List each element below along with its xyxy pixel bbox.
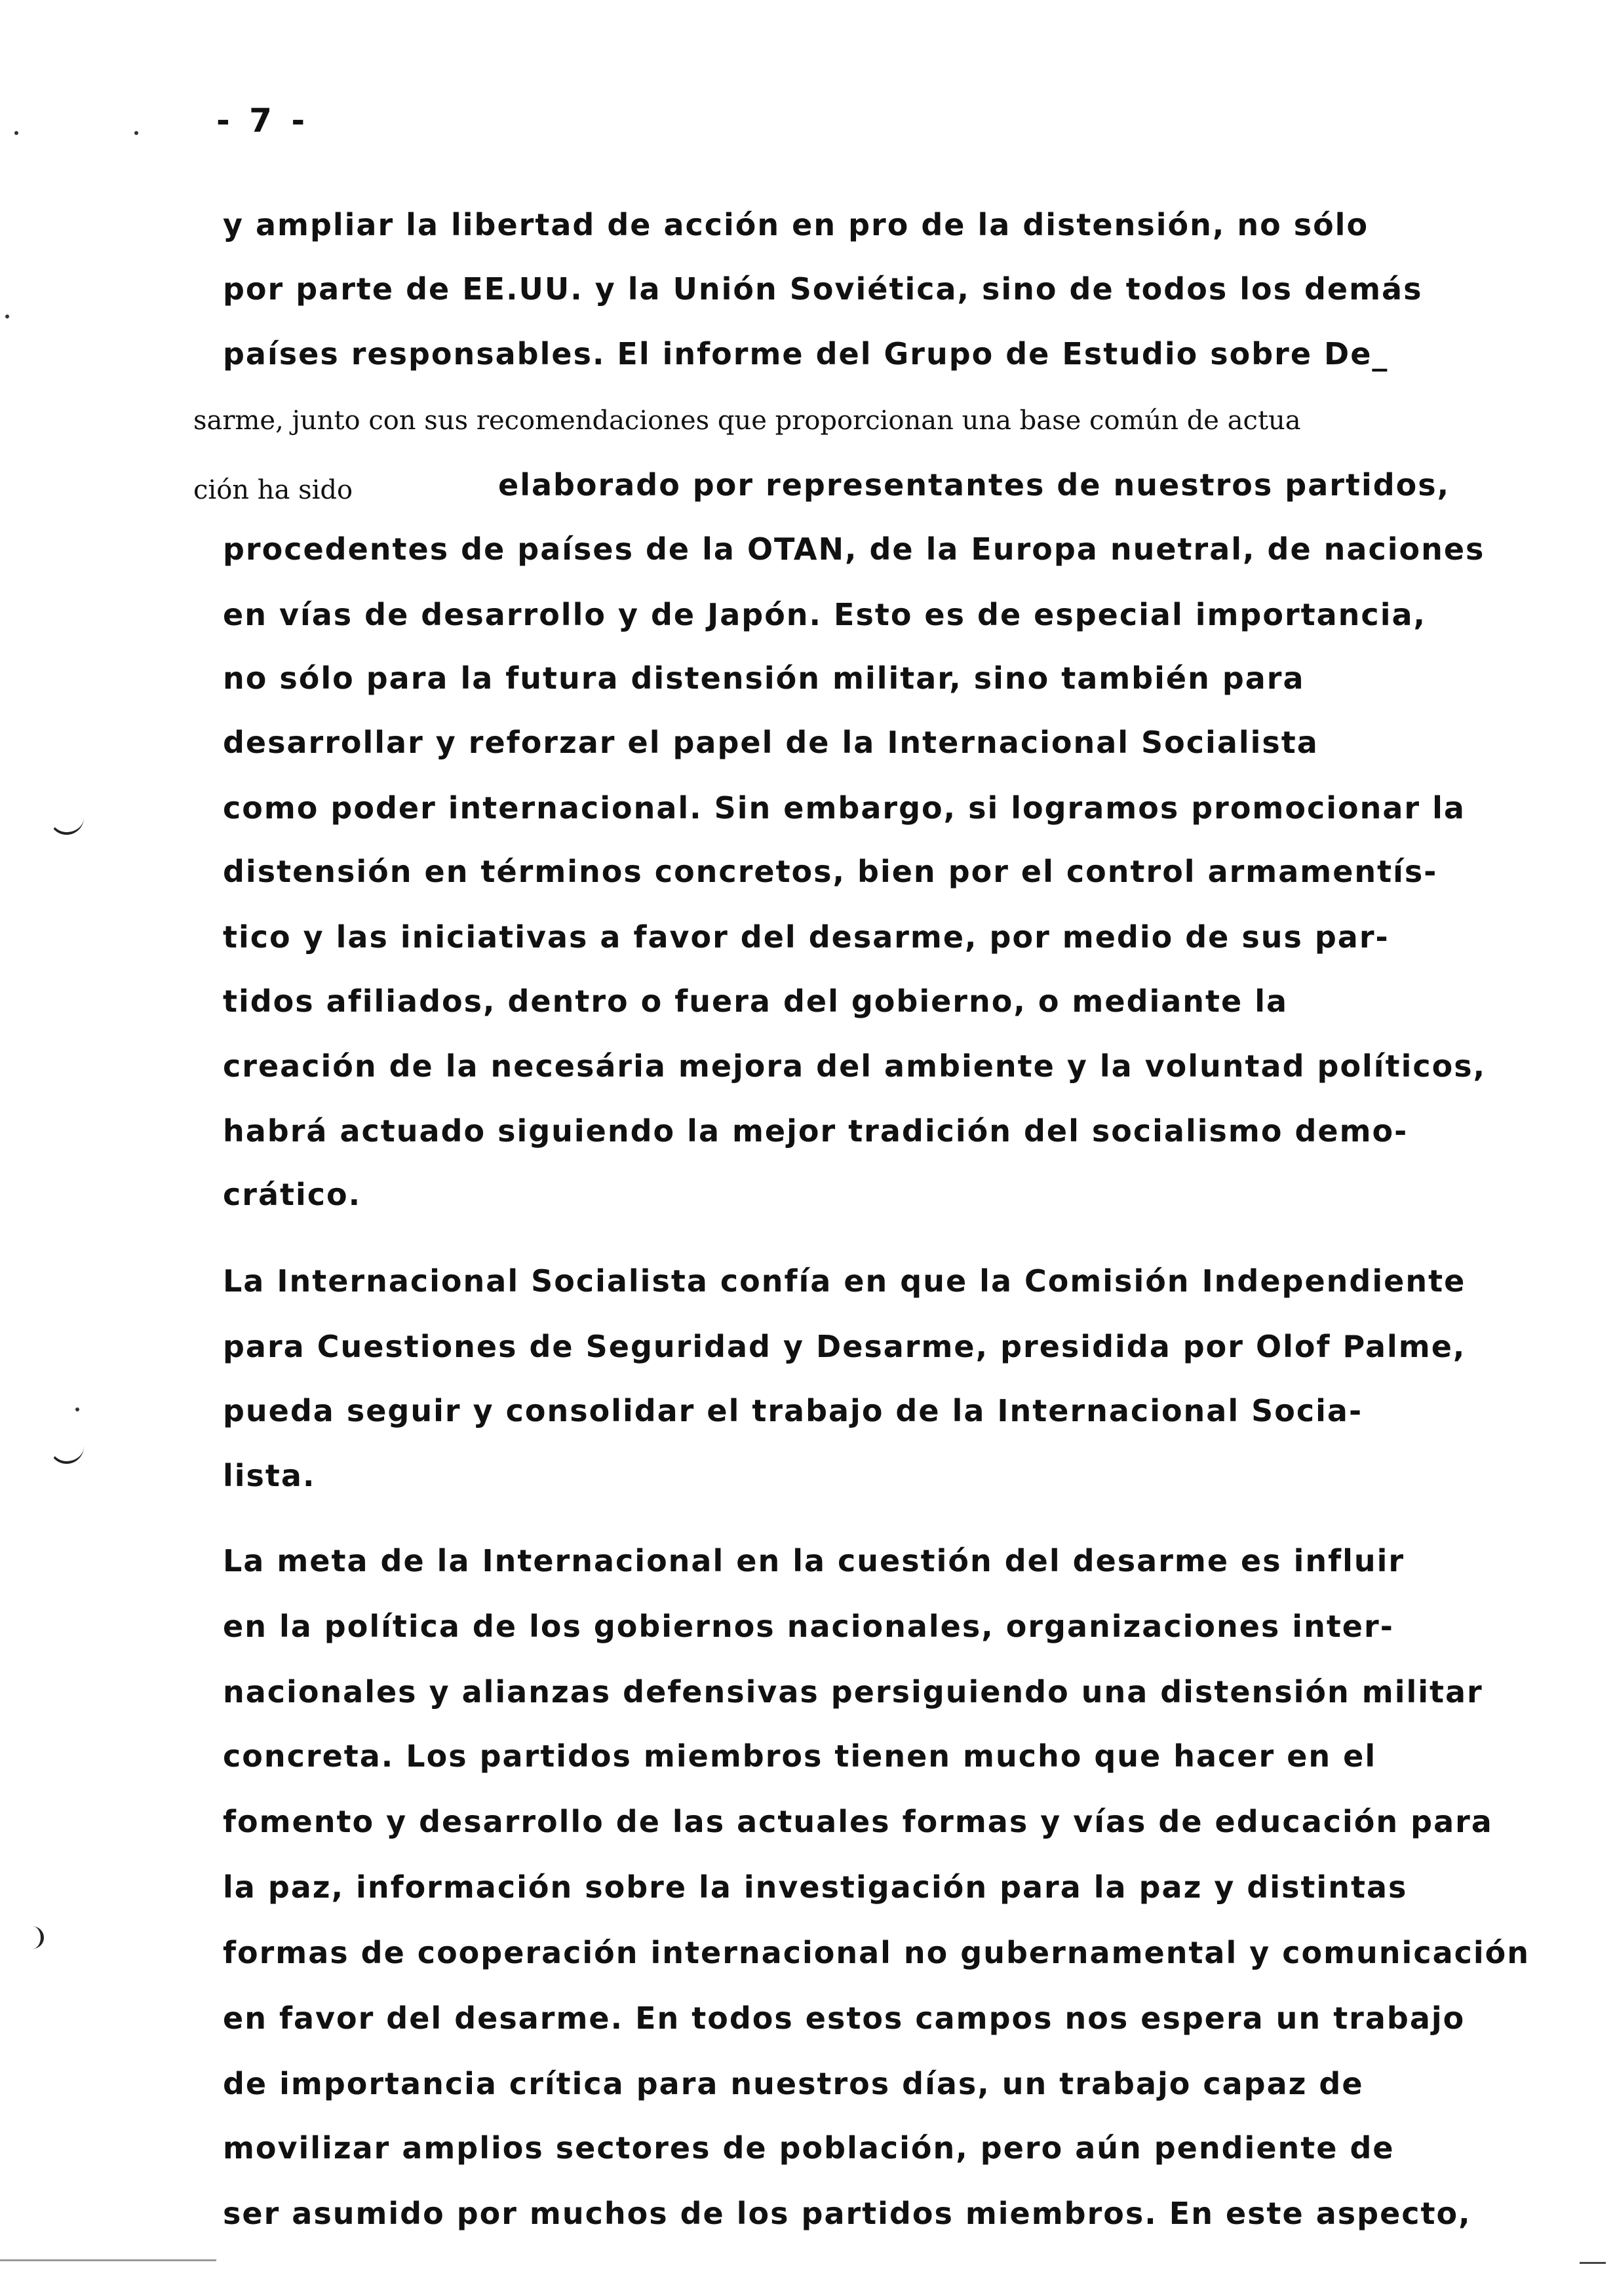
text-line: formas de cooperación internacional no gubernamental y comunicación	[223, 1935, 1530, 1970]
scan-edge-line	[1580, 2262, 1606, 2264]
text-line: fomento y desarrollo de las actuales formas y vías de educación para	[223, 1804, 1493, 1839]
text-line: como poder internacional. Sin embargo, si logramos promocionar la	[223, 790, 1466, 826]
text-line: tico y las iniciativas a favor del desarme, por medio de sus par-	[223, 919, 1390, 955]
text-line: procedentes de países de la OTAN, de la Europa nuetral, de naciones	[223, 531, 1485, 567]
punch-hole-mark	[26, 1926, 44, 1949]
text-line: crático.	[223, 1177, 362, 1212]
punch-hole-mark	[49, 813, 84, 835]
text-line: en vías de desarrollo y de Japón. Esto es de especial importancia,	[223, 597, 1426, 632]
text-line: pueda seguir y consolidar el trabajo de la Internacional Socia-	[223, 1393, 1363, 1428]
scan-mark-dot	[134, 131, 138, 135]
page-number: - 7 -	[216, 102, 309, 140]
text-line: habrá actuado siguiendo la mejor tradición del socialismo demo-	[223, 1113, 1409, 1149]
text-line: tidos afiliados, dentro o fuera del gobierno, o mediante la	[223, 984, 1289, 1019]
text-line: por parte de EE.UU. y la Unión Soviética, sino de todos los demás	[223, 271, 1423, 307]
scan-edge-line	[0, 2259, 216, 2261]
text-line: países responsables. El informe del Grupo de Estudio sobre De_	[223, 336, 1389, 372]
text-line: en favor del desarme. En todos estos campos nos espera un trabajo	[223, 2000, 1466, 2036]
text-line: movilizar amplios sectores de población, pero aún pendiente de	[223, 2130, 1395, 2166]
text-line: elaborado por representantes de nuestros partidos,	[498, 467, 1450, 503]
text-line: para Cuestiones de Seguridad y Desarme, presidida por Olof Palme,	[223, 1329, 1466, 1364]
text-line: y ampliar la libertad de acción en pro de la distensión, no sólo	[223, 207, 1369, 242]
text-line: La meta de la Internacional en la cuestión del desarme es influir	[223, 1543, 1405, 1578]
scan-mark-dot	[75, 1407, 79, 1411]
text-line: creación de la necesária mejora del ambiente y la voluntad políticos,	[223, 1048, 1487, 1084]
text-line-insert: ción ha sido	[193, 475, 353, 505]
text-line: lista.	[223, 1458, 316, 1493]
text-line: nacionales y alianzas defensivas persiguiendo una distensión militar	[223, 1674, 1483, 1710]
text-line: distensión en términos concretos, bien por el control armamentís-	[223, 854, 1438, 889]
text-line: ser asumido por muchos de los partidos miembros. En este aspecto,	[223, 2196, 1471, 2231]
scan-mark-dot	[5, 315, 9, 318]
text-line: desarrollar y reforzar el papel de la Internacional Socialista	[223, 725, 1319, 760]
text-line: concreta. Los partidos miembros tienen mucho que hacer en el	[223, 1738, 1377, 1774]
text-line: no sólo para la futura distensión militar, sino también para	[223, 660, 1305, 696]
text-line: La Internacional Socialista confía en que la Comisión Independiente	[223, 1263, 1466, 1299]
text-line: de importancia crítica para nuestros días, un trabajo capaz de	[223, 2066, 1364, 2101]
text-line-insert: sarme, junto con sus recomendaciones que proporcionan una base común de actua	[193, 406, 1301, 436]
text-line: en la política de los gobiernos nacionales, organizaciones inter-	[223, 1609, 1394, 1644]
punch-hole-mark	[49, 1442, 84, 1464]
scan-mark-dot	[14, 131, 18, 135]
text-line: la paz, información sobre la investigación para la paz y distintas	[223, 1869, 1408, 1905]
